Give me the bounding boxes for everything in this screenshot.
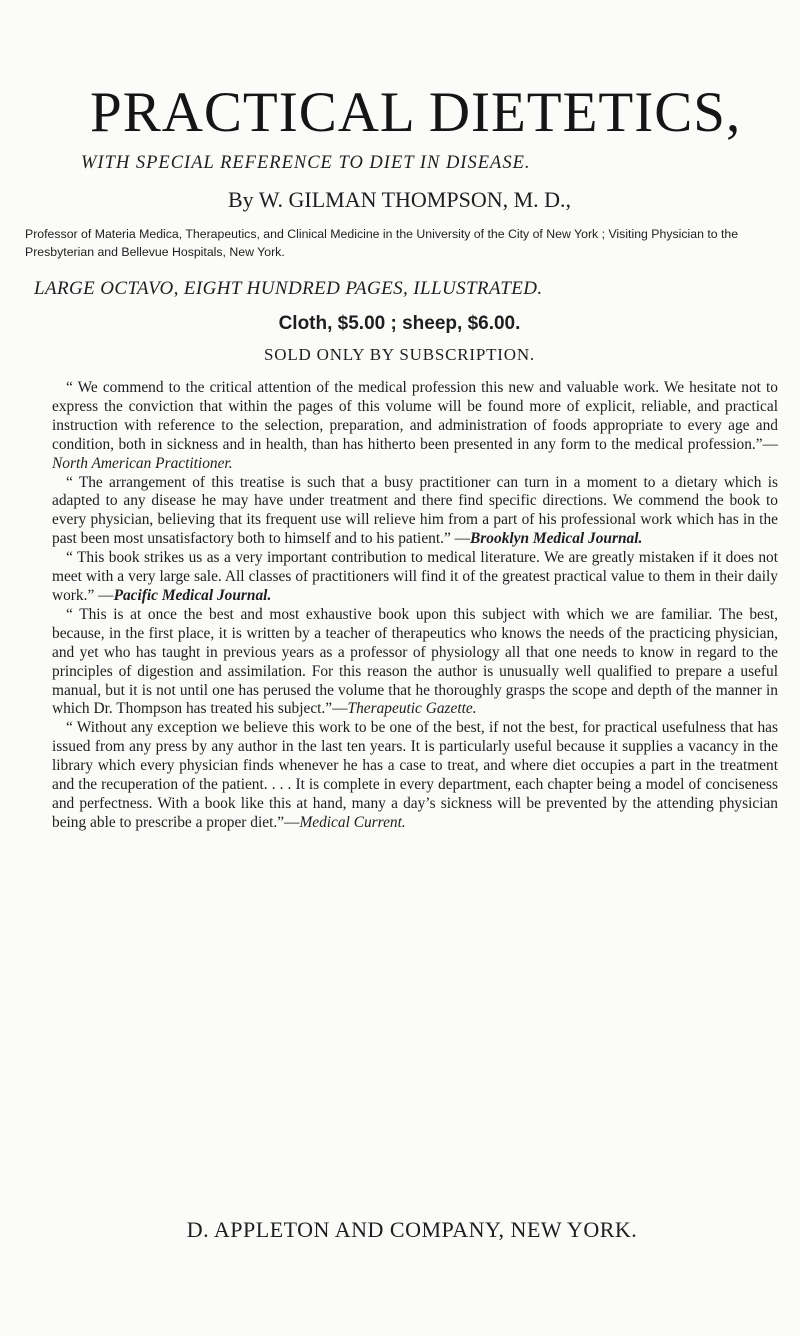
author-line: By W. GILMAN THOMPSON, M. D., [227,187,572,212]
review-pacific-medical-journal [52,549,778,606]
review-text: “ Without any exception we believe this work to be one of the best, if not the best, for practical usefulness that has issued from any press by any author in the last ten years. It is particularly useful because it supplies a vacancy in the library which every physician finds whenever he has a case to treat, and where diet occupies a part in the treatment and the recuperation of the patient. . . . It is complete in every department, each chapter being a model of conciseness and perfectness. With a book like this at hand, many a day’s sickness will be prevented by the attending physician being able to prescribe a proper diet.”— [52,719,778,831]
price-line: Cloth, $5.00 ; sheep, $6.00. [278,313,521,334]
review-medical-current [52,719,778,832]
review-text: “ We commend to the critical attention of the medical profession this new and valuable work. We hesitate not to express the conviction that within the pages of this volume will be found more of explicit, reliable, and practical instruction with reference to the selection, preparation, and administration of foods appropriate to every age and condition, both in sickness and in health, than has hitherto been presented in any form to the medical profession.”— [52,379,778,453]
review-source: Therapeutic Gazette. [347,700,477,718]
review-source: Pacific Medical Journal. [113,586,272,604]
publisher-line: D. APPLETON AND COMPANY, NEW YORK. [186,1217,638,1242]
review-text: “ This book strikes us as a very important contribution to medical literature. We are greatly mistaken if it does not meet with a very large sale. All classes of practitioners will find it of the greatest practical value to them in their daily work.” — [52,549,778,604]
review-text: “ This is at once the best and most exhaustive book upon this subject with which we are familiar. The best, because, in the first place, it is written by a teacher of therapeutics who knows the needs of the practicing physician, and yet who has taught in previous years as a professor of physiology all that one needs to know in regard to the principles of digestion and assimilation. For this reason the author is unusually well qualified to prepare a useful manual, but it is not until one has perused the volume that he thoroughly grasps the scope and depth of the manner in which Dr. Thompson has treated his subject.”— [52,605,778,718]
review-source: North American Practitioner. [52,454,233,472]
book-format: LARGE OCTAVO, EIGHT HUNDRED PAGES, ILLUSTRATED. [34,278,543,299]
author-description: Professor of Materia Medica, Therapeutics, and Clinical Medicine in the University of the City of New York ; Visiting Physician to the Presbyterian and Bellevue Hospitals, New York. [25,227,739,259]
review-source: Medical Current. [299,813,406,831]
review-source: Brooklyn Medical Journal. [470,530,643,548]
book-title: PRACTICAL DIETETICS, [90,81,742,144]
book-subtitle: WITH SPECIAL REFERENCE TO DIET IN DISEASE. [81,153,531,173]
review-brooklyn-medical-journal [52,474,778,550]
review-therapeutic-gazette [52,606,778,719]
reviews-section [52,379,778,833]
subscription-notice: SOLD ONLY BY SUBSCRIPTION. [264,345,535,364]
review-north-american-practitioner [52,379,778,474]
review-text: “ The arrangement of this treatise is such that a busy practitioner can turn in a moment to a dietary which is adapted to any disease he may have under treatment and there find specific directions. We commend the book to every physician, believing that its frequent use will relieve him from a part of his professional work which has in the past been most unsatisfactory both to himself and to his patient.” — [52,473,778,548]
